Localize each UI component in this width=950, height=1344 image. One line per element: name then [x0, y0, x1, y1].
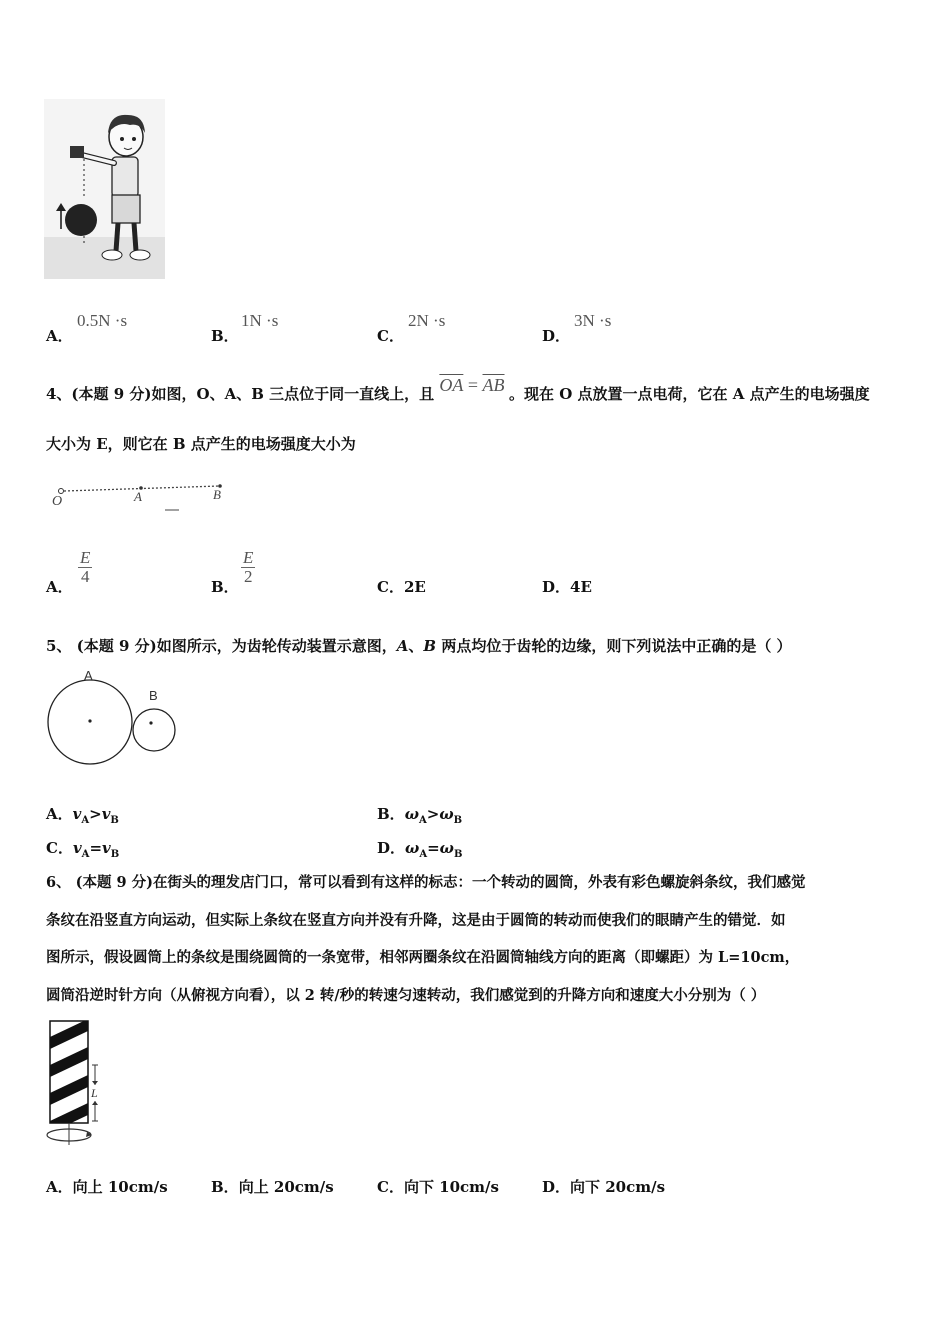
q4-option-d[interactable] [542, 576, 592, 597]
fraction-denominator: 2 [243, 567, 253, 586]
q4-option-a[interactable] [46, 576, 73, 597]
oab-line-drawing [48, 480, 238, 520]
q3-option-d-value: 3N ·s [574, 311, 612, 330]
symbol: v [101, 805, 111, 823]
q3-option-a[interactable] [46, 325, 73, 346]
q4-option-c[interactable] [377, 576, 426, 597]
option-label: A． [46, 1178, 73, 1196]
q4-option-b[interactable] [211, 576, 239, 597]
q3-option-b[interactable] [211, 325, 239, 346]
option-value: 向下 10cm/s [403, 1178, 499, 1196]
option-label: A． [46, 578, 73, 596]
option-label: B． [211, 327, 239, 345]
q6-option-b[interactable] [211, 1176, 334, 1197]
q6-option-d[interactable] [542, 1176, 665, 1197]
q3-option-c-value: 2N ·s [408, 311, 446, 330]
option-label: D． [542, 578, 571, 596]
operator: > [426, 805, 440, 823]
q5-sep: 、 [408, 637, 424, 655]
subscript: B [110, 815, 119, 826]
subscript: A [81, 815, 90, 826]
q5-stem-post: 两点均位于齿轮的边缘，则下列说法中正确的是（ ） [436, 637, 792, 655]
q4-stem-post: 。现在 O 点放置一点电荷，它在 A 点产生的电场强度 [509, 385, 870, 403]
symbol: ω [439, 805, 454, 823]
q5-stem [46, 635, 792, 656]
fraction-denominator: 4 [80, 567, 90, 586]
q4-stem-line2: 大小为 E，则它在 B 点产生的电场强度大小为 [46, 435, 356, 453]
q4-stem-pre: 4、(本题 9 分)如图，O、A、B 三点位于同一直线上，且 [46, 385, 435, 403]
q3-option-a-value: 0.5N ·s [77, 311, 128, 330]
option-value: 2E [403, 578, 426, 596]
q4-eq-right: $\overline{AB}$ [482, 375, 505, 395]
subscript: A [81, 849, 90, 860]
symbol: ω [404, 805, 419, 823]
option-label: B． [377, 805, 405, 823]
option-label: C． [377, 327, 404, 345]
q6-stem-line1: 6、 (本题 9 分)在街头的理发店门口，常可以看到有这样的标志：一个转动的圆筒，外表有彩色螺旋斜条纹，我们感觉 [46, 874, 806, 891]
point-o-label: O [52, 494, 63, 509]
q6-stem-line3: 图所示，假设圆筒上的条纹是围绕圆筒的一条宽带，相邻两圈条纹在沿圆筒轴线方向的距离（即螺距）为 L=10cm， [46, 949, 800, 966]
q6-option-a[interactable] [46, 1176, 168, 1197]
option-label: A． [46, 327, 73, 345]
option-label: C． [46, 839, 73, 857]
option-value: 向下 20cm/s [570, 1178, 666, 1196]
q5-option-d[interactable] [377, 837, 462, 860]
q6-option-c[interactable] [377, 1176, 499, 1197]
q4-option-a-fraction [78, 549, 92, 586]
gear-drawing [44, 666, 184, 776]
option-label: A． [46, 805, 73, 823]
symbol: v [72, 839, 82, 857]
q4-equation [439, 375, 509, 395]
symbol: ω [405, 839, 420, 857]
operator: = [427, 839, 440, 857]
option-label: D． [542, 327, 571, 345]
symbol: ω [439, 839, 454, 857]
q5-option-a[interactable] [46, 803, 119, 826]
option-label: B． [211, 1178, 239, 1196]
option-label: C． [377, 578, 404, 596]
symbol: v [102, 839, 111, 857]
q5-option-c[interactable] [46, 837, 119, 860]
gear-diagram [44, 666, 184, 776]
point-b-label: B [213, 487, 221, 502]
option-value: 4E [570, 578, 592, 596]
q4-eq-left: $\overline{OA}$ [439, 375, 464, 395]
boy-ball-illustration [44, 99, 165, 279]
subscript: B [110, 849, 120, 860]
point-a-label: A [134, 489, 142, 504]
q6-stem-line2: 条纹在沿竖直方向运动，但实际上条纹在竖直方向并没有升降，这是由于圆筒的转动而使我们的眼睛产生的错觉．如 [46, 912, 786, 929]
q5-point-a: A [396, 637, 409, 655]
q5-stem-pre: 5、 (本题 9 分)如图所示，为齿轮传动装置示意图， [46, 637, 397, 655]
subscript: A [418, 815, 427, 826]
symbol: v [72, 805, 82, 823]
q5-point-b: B [423, 637, 437, 655]
pitch-l-label: L [91, 1086, 98, 1100]
gear-b-label: B [149, 688, 158, 703]
subscript: B [453, 815, 463, 826]
option-label: B． [211, 578, 239, 596]
q4-eq-sign: = [467, 375, 479, 395]
option-label: D． [377, 839, 406, 857]
gear-a-label: A [84, 668, 93, 683]
operator: > [89, 805, 102, 823]
fraction-numerator: E [243, 548, 254, 567]
q6-stem-line4: 圆筒沿逆时针方向（从俯视方向看），以 2 转/秒的转速匀速转动，我们感觉到的升降方向和速度大小分别为（ ） [46, 987, 766, 1004]
oab-line-figure [48, 480, 238, 520]
barber-pole-drawing [44, 1017, 114, 1147]
q5-option-b[interactable] [377, 803, 462, 826]
q4-option-b-fraction [241, 549, 255, 586]
subscript: B [453, 849, 463, 860]
barber-pole-diagram [44, 1017, 114, 1147]
subscript: A [419, 849, 428, 860]
fraction-numerator: E [80, 548, 91, 567]
boy-ball-drawing [44, 99, 165, 279]
q3-option-b-value: 1N ·s [241, 311, 279, 330]
q3-option-d[interactable] [542, 325, 570, 346]
option-value: 向上 20cm/s [238, 1178, 334, 1196]
option-label: D． [542, 1178, 571, 1196]
operator: = [89, 839, 103, 857]
option-value: 向上 10cm/s [72, 1178, 168, 1196]
option-label: C． [377, 1178, 404, 1196]
q4-stem-line1 [46, 375, 870, 404]
q3-option-c[interactable] [377, 325, 404, 346]
